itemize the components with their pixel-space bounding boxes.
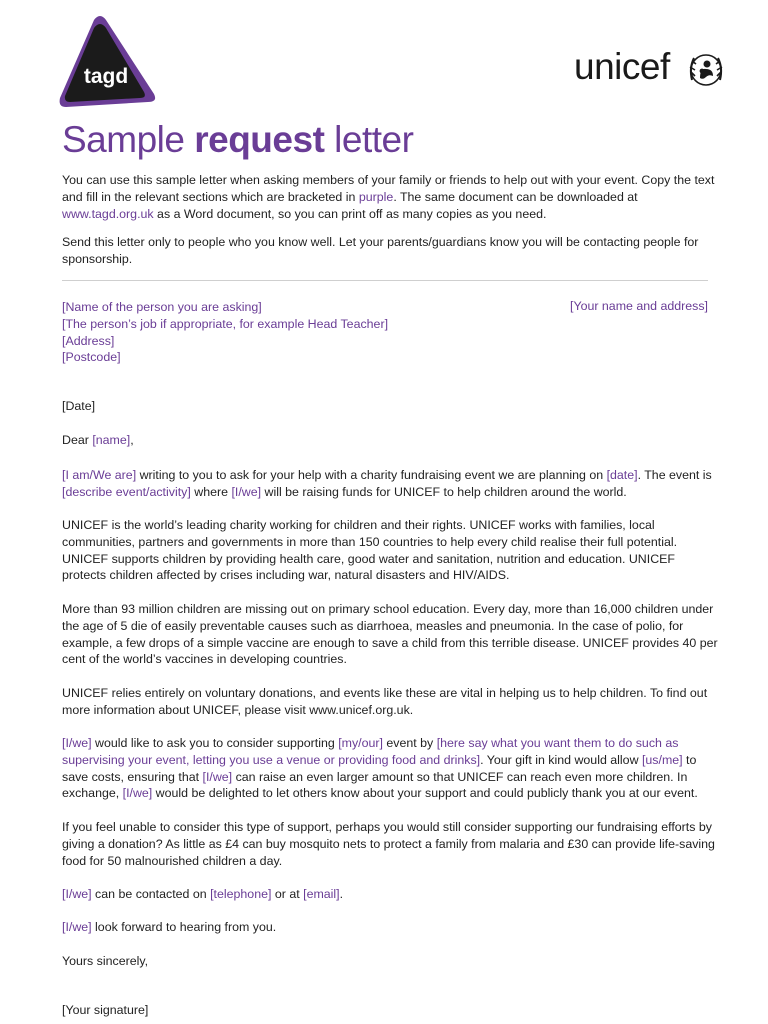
recipient-job: [The person’s job if appropriate, for example Head Teacher] xyxy=(62,316,389,331)
body-paragraph-7: [I/we] can be contacted on [telephone] or at [email]. xyxy=(62,887,344,901)
body-paragraph-8: [I/we] look forward to hearing from you. xyxy=(62,920,277,934)
body-paragraph-2: UNICEF is the world’s leading charity working for children and their rights. UNICEF works with families, local communities, partners and governments in more than 150 countries to help every child realise their full potential. UNICEF supports children by providing health care, good water and sanitation, nutrition and education. UNICEF protects children affected by crises including war, natural disasters and HIV/AIDS. xyxy=(62,518,678,583)
recipient-name: [Name of the person you are asking] xyxy=(62,300,262,314)
recipient-address: [Address] xyxy=(62,333,115,348)
signature: [Your signature] xyxy=(62,1003,149,1017)
unicef-logo-text: unicef xyxy=(574,46,670,87)
body-paragraph-3: More than 93 million children are missing out on primary school education. Every day, more than 16,000 children under the age of 5 die of easily preventable causes such as diarrhoea, measles and pneumonia. In the case of polio, for example, a few drops of a simple vaccine are enough to save a child from this terrible disease. UNICEF provides 40 per cent of the world’s vaccines in developing countries. xyxy=(62,602,718,667)
intro-paragraph: You can use this sample letter when asking members of your family or friends to help out with your event. Copy the text and fill in the relevant sections which are bracketed in purple. The same document can be downloaded at www.tagd.org.uk as a Word document, so you can print off as many copies as you need. xyxy=(62,173,715,221)
page-title: Sample request letter xyxy=(62,119,414,160)
closing: Yours sincerely, xyxy=(62,954,149,968)
sender-address: [Your name and address] xyxy=(570,299,708,313)
recipient-address-block xyxy=(62,299,388,366)
recipient-postcode: [Postcode] xyxy=(62,350,121,365)
body-paragraph-6: If you feel unable to consider this type of support, perhaps you would still consider supporting our fundraising efforts by giving a donation? As little as £4 can buy mosquito nets to protect a family from malaria and £30 can provide life-saving food for 50 malnourished children a day. xyxy=(62,820,715,868)
body-paragraph-1: [I am/We are] writing to you to ask for your help with a charity fundraising event we are planning on [date]. The event is [describe event/activity] where [I/we] will be raising funds for UNICEF to help children around the world. xyxy=(62,468,712,499)
intro-note-paragraph: Send this letter only to people who you know well. Let your parents/guardians know you will be contacting people for sponsorship. xyxy=(62,235,699,266)
greeting: Dear [name], xyxy=(62,433,134,447)
unicef-logo xyxy=(574,46,728,90)
tagd-website-link[interactable]: www.tagd.org.uk xyxy=(62,206,154,221)
divider xyxy=(62,280,708,281)
letter-date: [Date] xyxy=(62,399,96,413)
unicef-emblem-icon xyxy=(686,50,726,90)
tagd-logo xyxy=(56,14,158,110)
body-paragraph-4: UNICEF relies entirely on voluntary donations, and events like these are vital in helping us to help children. To find out more information about UNICEF, please visit www.unicef.org.uk. xyxy=(62,686,708,717)
body-paragraph-5: [I/we] would like to ask you to consider supporting [my/our] event by [here say what you want them to do such as supervising your event, letting you use a venue or providing food and drinks]. Your gift in kind would allow [us/me] to save costs, ensuring that [I/we] can raise an even larger amount so that UNICEF can reach even more children. In exchange, [I/we] would be delighted to let others know about your support and could publicly thank you at our event. xyxy=(62,736,698,801)
tagd-logo-text: tagd xyxy=(83,65,129,88)
